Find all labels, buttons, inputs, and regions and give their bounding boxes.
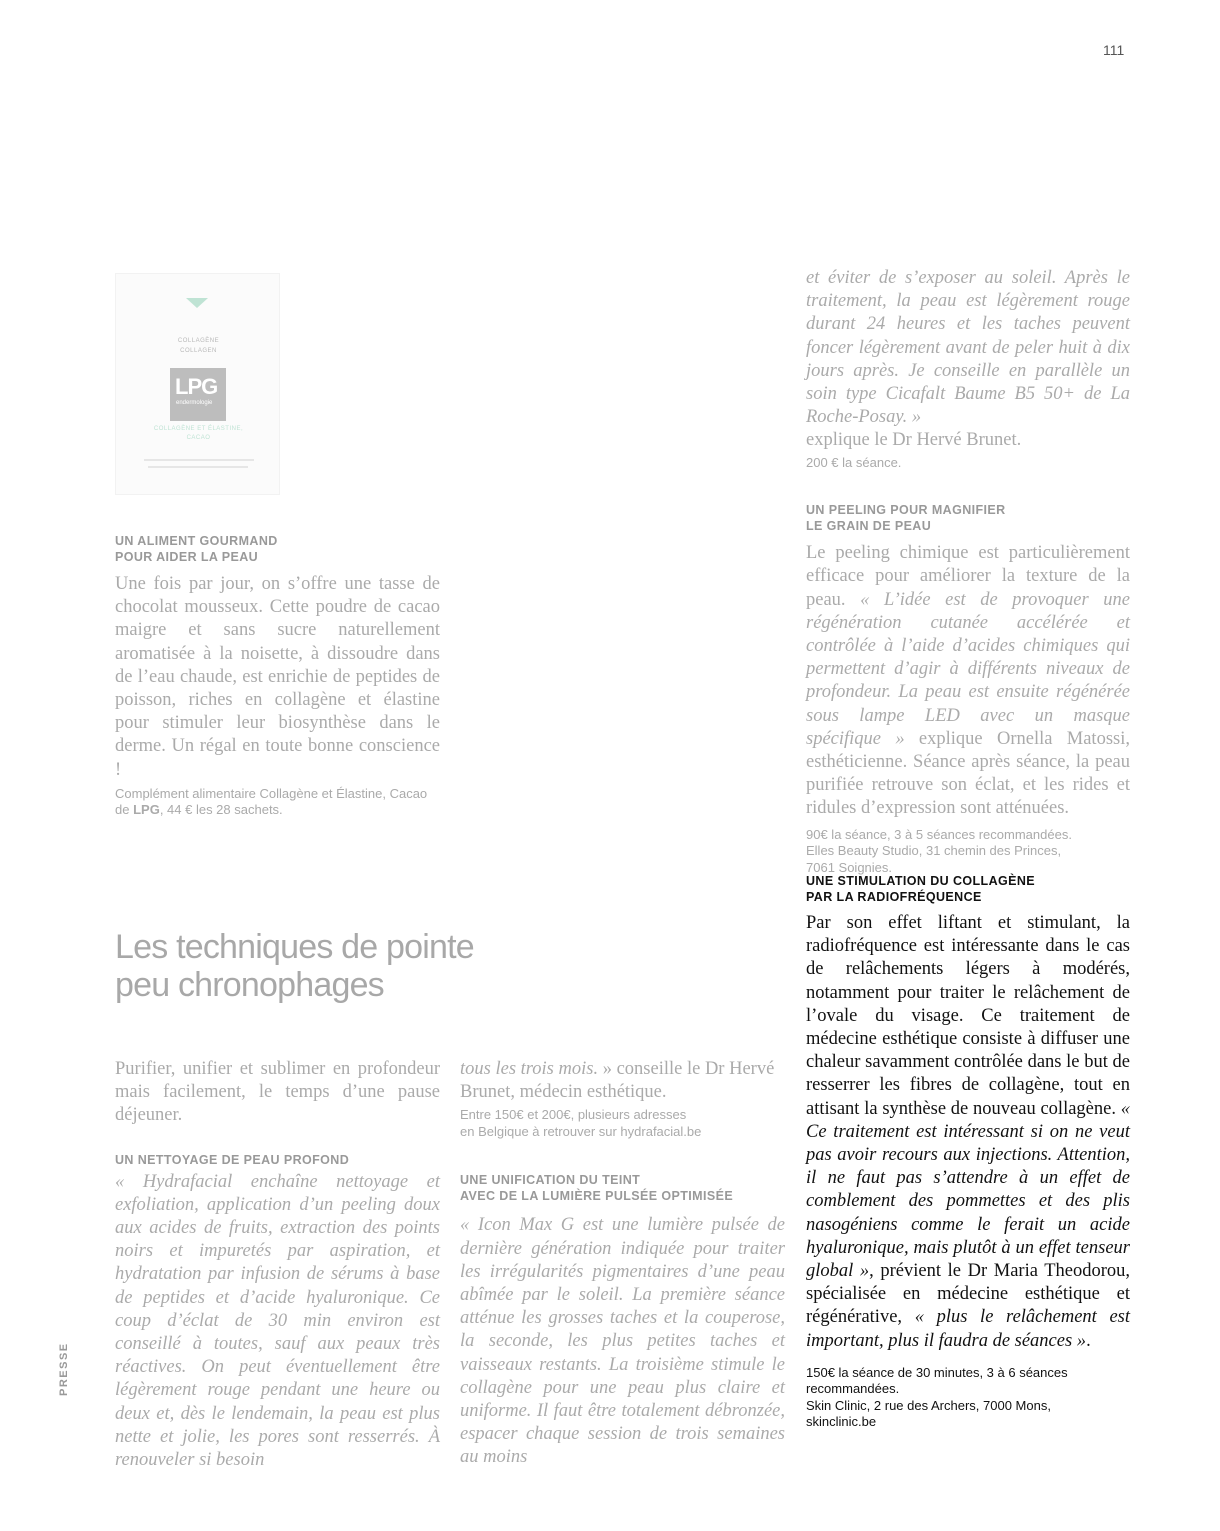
intro-text: Purifier, unifier et sublimer en profondeur mais facilement, le temps d’une pause déjeuner. xyxy=(115,1059,440,1126)
logo-text: LPG xyxy=(175,374,218,399)
product-credit xyxy=(115,786,440,819)
product-credit: skinclinic.be xyxy=(806,1414,877,1430)
section-food xyxy=(115,533,440,819)
section-kicker: UN PEELING POUR MAGNIFIER xyxy=(806,503,1006,518)
body-text: Par son effet liftant et stimulant, la radiofréquence est intéressante dans le cas de relâchements légers à modérés, notamment pour traiter le relâchement de l’ovale du visage. Ce traitement de médecine esthétique consiste à diffuser une chaleur savamment contrôlée dans le but de resserrer les fibres de collagène, tout en attisant la synthèse de nouveau collagène. xyxy=(806,913,1130,1119)
section-kicker: PAR LA RADIOFRÉQUENCE xyxy=(806,890,982,904)
quote-text: « L’idée est de provoquer une régénération cutanée accélérée et contrôlée à l’aide d’acides chimiques qui permettent d’agir à différents niveaux de profondeur. La peau est ensuite régénérée sous lampe LED avec un masque spécifique » xyxy=(806,589,1130,749)
body-text: Le peeling chimique est particulièrement efficace pour améliorer la texture de la peau. xyxy=(806,543,1130,610)
product-credit: Entre 150€ et 200€, plusieurs adresses xyxy=(460,1107,687,1123)
product-credit: 90€ la séance, 3 à 5 séances recommandées. xyxy=(806,826,1072,842)
quote-text: « plus le relâchement est important, plus il faudra de séances » xyxy=(806,1307,1130,1351)
section-kicker: AVEC DE LA LUMIÈRE PULSÉE OPTIMISÉE xyxy=(460,1189,734,1204)
body-text: . xyxy=(1086,1330,1091,1351)
lpg-logo xyxy=(170,368,226,421)
section-body-continued: et éviter de s’exposer au soleil. Après le traitement, la peau est légèrement rouge durant 24 heures et les taches peuvent foncer légèrement avant de peler huit à dix jours après. Je conseille en parallèle un soin type Cicafalt Baume B5 50+ de La Roche-Posay. » xyxy=(806,268,1130,428)
product-line-2: COLLAGEN xyxy=(180,348,217,354)
page-number: 111 xyxy=(1103,42,1125,58)
body-text: explique Ornella Matossi, esthéticienne. Séance après séance, la peau purifiée retrouve son éclat, et les rides et ridules d’expression sont atténuées. xyxy=(806,728,1130,819)
quote-text: tous les trois mois. xyxy=(460,1059,599,1079)
credit-text: , 44 € les 28 sachets. xyxy=(159,802,283,818)
section-kicker: UNE UNIFICATION DU TEINT xyxy=(460,1173,641,1188)
section-body xyxy=(806,542,1130,820)
product-credit: Skin Clinic, 2 rue des Archers, 7000 Mons, xyxy=(806,1397,1051,1413)
product-line-4: CACAO xyxy=(186,435,211,441)
attribution-text: explique le Dr Hervé Brunet. xyxy=(806,430,1022,451)
section-kicker: UNE STIMULATION DU COLLAGÈNE xyxy=(806,874,1036,888)
title-line-2: peu chronophages xyxy=(115,966,384,1004)
product-fine-print xyxy=(148,466,248,468)
product-line-1: COLLAGÈNE xyxy=(177,338,220,344)
title-line-1: Les techniques de pointe xyxy=(115,928,474,966)
section-side-label: PRESSE xyxy=(58,1342,70,1396)
product-credit: recommandées. xyxy=(806,1381,900,1397)
logo-subtext: endermologie xyxy=(176,400,213,406)
product-credit: Elles Beauty Studio, 31 chemin des Princes, xyxy=(806,843,1062,859)
triangle-icon xyxy=(186,298,208,308)
product-credit: 150€ la séance de 30 minutes, 3 à 6 séances xyxy=(806,1364,1068,1380)
product-sachet-image xyxy=(115,273,280,495)
credit-text: Complément alimentaire Collagène et Élastine, Cacao de xyxy=(115,785,428,818)
body-text: , prévient le Dr Maria Theodorou, spécialisée en médecine esthétique et régénérative, xyxy=(806,1261,1131,1328)
product-credit: 7061 Soignies. xyxy=(806,859,893,875)
product-credit: 200 € la séance. xyxy=(806,454,902,470)
product-line-3: COLLAGÈNE ET ÉLASTINE, xyxy=(153,426,244,432)
column-3 xyxy=(806,267,1130,876)
section-body: « Hydrafacial enchaîne nettoyage et exfoliation, application d’un peeling doux aux acides de fruits, extraction des points noirs et impuretés par aspiration, et hydratation par infusion de sérums à base de peptides et d’acide hyaluronique. Ce coup d’éclat de 30 min environ est conseillé à toutes, sauf aux peaux très réactives. On peut éventuellement être légèrement rouge pendant une heure ou deux et, dès le lendemain, la peau est plus nette et jolie, les pores sont resserrés. À renouveler si besoin xyxy=(115,1171,440,1471)
section-radio xyxy=(806,873,1130,1431)
product-fine-print xyxy=(144,459,254,461)
section-kicker: UN ALIMENT GOURMAND xyxy=(115,534,278,548)
column-2 xyxy=(460,1058,785,1470)
section-body-continued xyxy=(460,1058,785,1104)
column-1 xyxy=(115,1058,440,1472)
section-body: Une fois par jour, on s’offre une tasse de chocolat mousseux. Cette poudre de cacao maigre et sans sucre naturellement aromatisée à la noisette, à dissoudre dans de l’eau chaude, est enrichie de peptides de poisson, riches en collagène et élastine pour stimuler leur biosynthèse dans le derme. Un régal en toute bonne conscience ! xyxy=(115,574,440,780)
section-kicker: UN NETTOYAGE DE PEAU PROFOND xyxy=(115,1152,350,1167)
section-kicker: LE GRAIN DE PEAU xyxy=(806,519,932,534)
quote-text: « Ce traitement est intéressant si on ne veut pas avoir recours aux injections. Attention, il ne faut pas s’attendre à un effet de comblement des pommettes et des plis nasogéniens comme le ferait un acide hyaluronique, mais plutôt à un effet tenseur global » xyxy=(806,1098,1130,1282)
product-credit: en Belgique à retrouver sur hydrafacial.be xyxy=(460,1123,702,1139)
page-title xyxy=(115,928,675,1004)
attribution-text: » conseille le Dr Hervé Brunet, médecin esthétique. xyxy=(460,1059,775,1103)
section-body xyxy=(806,912,1130,1353)
section-body: « Icon Max G est une lumière pulsée de dernière génération indiquée pour traiter les irrégularités pigmentaires d’une peau abîmée par le soleil. La première séance atténue les grosses taches et la couperose, la seconde, les plus petites taches et vaisseaux restants. La troisième stimule le collagène pour une peau plus claire et uniforme. Il faut être totalement débronzée, espacer chaque session de trois semaines au moins xyxy=(460,1215,785,1468)
credit-brand: LPG xyxy=(133,802,160,818)
section-kicker: POUR AIDER LA PEAU xyxy=(115,550,259,564)
